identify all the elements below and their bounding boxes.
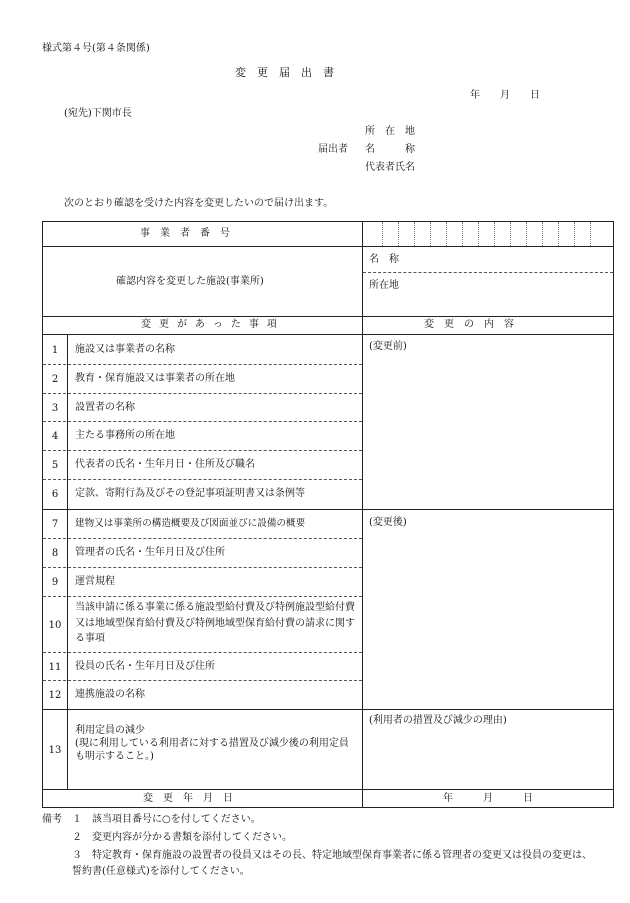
applicant-label: 届出者 (318, 144, 348, 155)
facility-label: 確認内容を変更した施設(事業所) (116, 276, 264, 287)
content-header: 変 更 の 内 容 (424, 319, 514, 330)
applicant-address-label: 所 在 地 (365, 126, 415, 137)
business-number-label: 事 業 者 番 号 (140, 228, 230, 239)
item-text: 管理者の氏名・生年月日及び住所 (75, 547, 225, 558)
item-text: 運営規程 (75, 576, 115, 587)
item-text: 役員の氏名・生年月日及び住所 (75, 661, 215, 672)
after-label: (変更後) (369, 517, 407, 528)
item-text: 代表者の氏名・生年月日・住所及び職名 (75, 459, 255, 470)
reason-label: (利用者の措置及び減少の理由) (369, 715, 507, 726)
items-header: 変更があった事項 (141, 319, 285, 330)
row-number: 11 (48, 662, 62, 673)
row-number: 6 (51, 489, 59, 500)
before-label: (変更前) (369, 341, 407, 352)
notes-label: 備考 (42, 814, 62, 825)
note-item: １ 該当項目番号に○を付してください。 (72, 814, 261, 825)
note-item: ２ 変更内容が分かる書類を添付してください。 (72, 832, 292, 843)
intro-text: 次のとおり確認を受けた内容を変更したいので届け出ます。 (64, 198, 334, 209)
date-line: 年 月 日 (470, 90, 540, 101)
item-text: 主たる事務所の所在地 (75, 430, 175, 441)
item-text: 利用定員の減少 (現に利用している利用者に対する措置及び減少後の利用定員も明示すること。) (75, 725, 349, 762)
change-date-value: 年 月 日 (443, 793, 533, 804)
facility-address-label: 所在地 (369, 280, 399, 291)
item-text: 建物又は事業所の構造概要及び図面並びに設備の概要 (75, 518, 306, 529)
row-number: 9 (51, 577, 59, 588)
row-number: 1 (51, 345, 59, 356)
row-number: 5 (51, 460, 59, 471)
row-number: 10 (48, 620, 62, 631)
row-number: 13 (48, 745, 62, 756)
form-id: 様式第４号(第４条関係) (42, 43, 150, 54)
applicant-rep-label: 代表者氏名 (365, 162, 415, 173)
item-text: 設置者の名称 (75, 402, 135, 413)
row-number: 3 (51, 403, 59, 414)
row-number: 7 (51, 519, 59, 530)
row-number: 8 (51, 548, 59, 559)
change-date-label: 変 更 年 月 日 (143, 793, 233, 804)
facility-name-label: 名 称 (369, 254, 399, 265)
applicant-name-label: 名 称 (365, 144, 415, 155)
note-item: ３ 特定教育・保育施設の設置者の役員又はその長、特定地域型保育事業者に係る管理者の変更又は役員の変更は、誓約書(任意様式)を添付してください。 (72, 850, 592, 877)
item-text: 当該申請に係る事業に係る施設型給付費及び特例施設型給付費又は地域型保育給付費及び特例地域型保育給付費の請求に関する事項 (75, 602, 355, 644)
item-text: 定款、寄附行為及びその登記事項証明書又は条例等 (75, 488, 305, 499)
row-number: 12 (48, 690, 62, 701)
row-number: 4 (51, 431, 59, 442)
item-text: 連携施設の名称 (75, 689, 145, 700)
page-title: 変 更 届 出 書 (235, 66, 334, 79)
item-text: 教育・保育施設又は事業者の所在地 (75, 373, 235, 384)
row-number: 2 (51, 374, 59, 385)
addressee: (宛先)下関市長 (64, 108, 132, 119)
item-text: 施設又は事業者の名称 (75, 344, 175, 355)
